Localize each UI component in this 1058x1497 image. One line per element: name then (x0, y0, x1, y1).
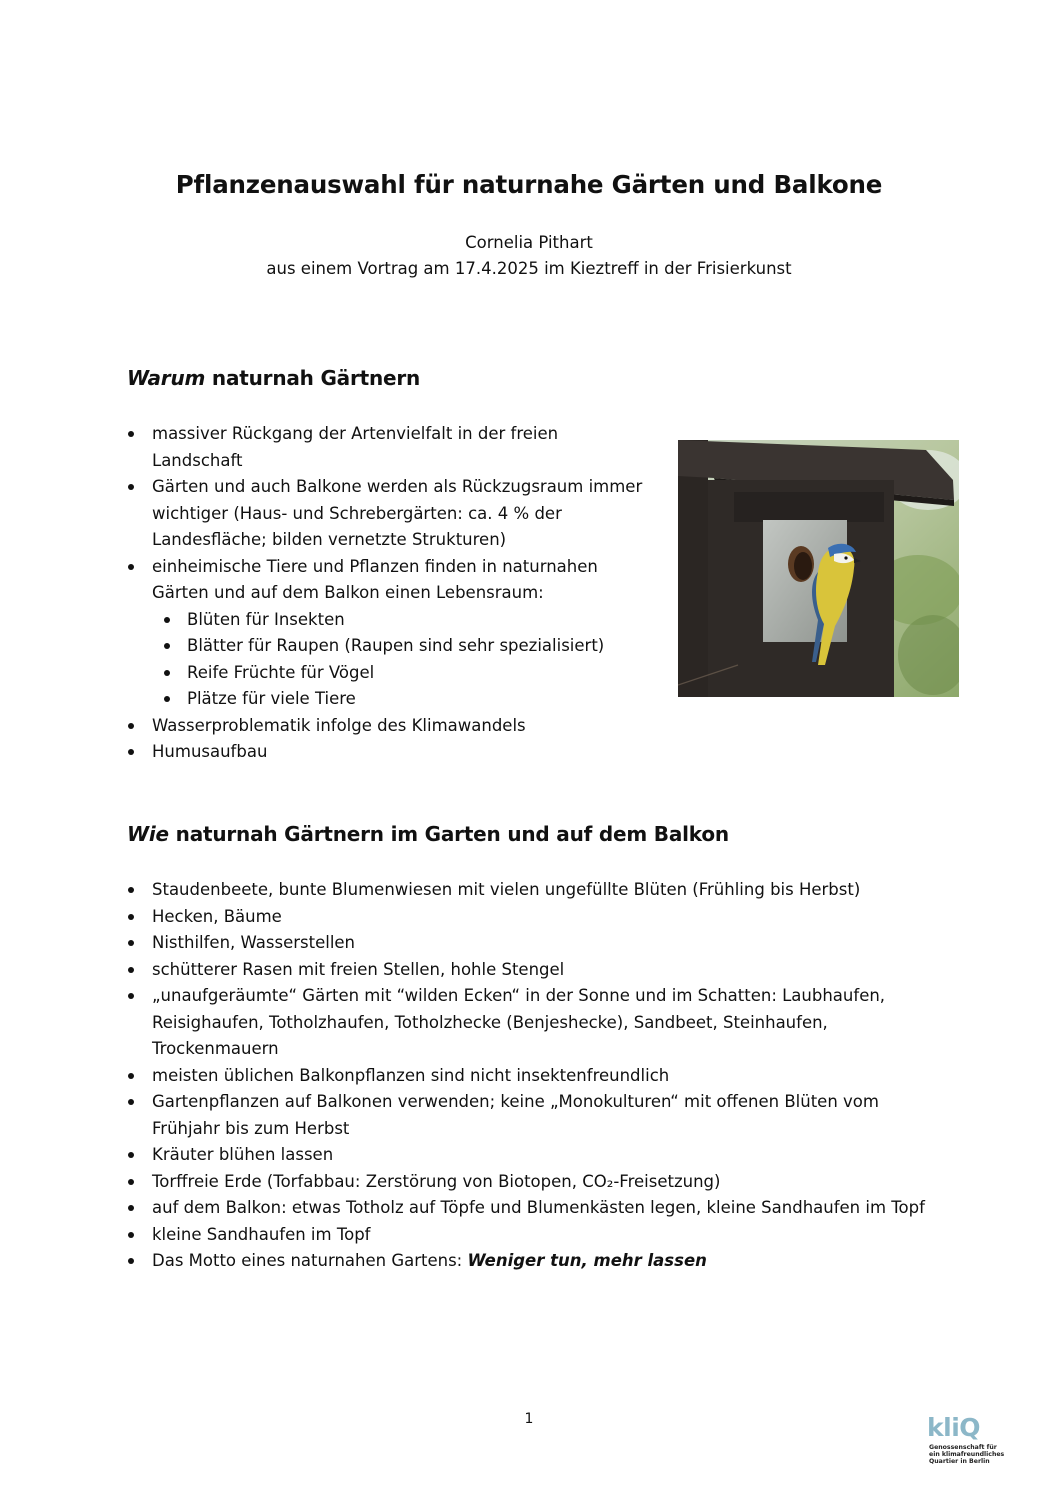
occasion-line: aus einem Vortrag am 17.4.2025 im Kieztreff in der Frisierkunst (266, 259, 792, 278)
wie-list (127, 877, 947, 1275)
heading-text: naturnah Gärtnern (205, 366, 421, 390)
sublist-item: Plätze für viele Tiere (152, 686, 647, 713)
motto: Weniger tun, mehr lassen (467, 1251, 707, 1270)
page-title: Pflanzenauswahl für naturnahe Gärten und Balkone (175, 170, 883, 199)
list-item: Kräuter blühen lassen (127, 1142, 947, 1169)
list-item: Gärten und auch Balkone werden als Rückzugsraum immer wichtiger (Haus- und Schrebergärten: ca. 4 % der Landesfläche; bilden vernetzte Strukturen) (127, 474, 647, 554)
logo-line: ein klimafreundliches (929, 1451, 1005, 1458)
heading-emphasis: Warum (127, 366, 206, 390)
list-item: Gartenpflanzen auf Balkonen verwenden; keine „Monokulturen“ mit offenen Blüten vom Frühjahr bis zum Herbst (127, 1089, 947, 1142)
list-item: Nisthilfen, Wasserstellen (127, 930, 947, 957)
page-number: 1 (524, 1411, 534, 1427)
list-item: massiver Rückgang der Artenvielfalt in der freien Landschaft (127, 421, 647, 474)
section-heading-warum (127, 366, 420, 390)
list-item: Staudenbeete, bunte Blumenwiesen mit vielen ungefüllte Blüten (Frühling bis Herbst) (127, 877, 947, 904)
heading-text: naturnah Gärtnern im Garten und auf dem Balkon (168, 822, 729, 846)
motto-prefix: Das Motto eines naturnahen Gartens: (152, 1251, 468, 1270)
list-item: „unaufgeräumte“ Gärten mit “wilden Ecken“ in der Sonne und im Schatten: Laubhaufen, Reisighaufen, Totholzhaufen, Totholzhecke (Benjeshecke), Sandbeet, Steinhaufen, Trockenmauern (127, 983, 947, 1063)
sublist-item: Blüten für Insekten (152, 607, 647, 634)
list-item: auf dem Balkon: etwas Totholz auf Töpfe und Blumenkästen legen, kleine Sandhaufen im Topf (127, 1195, 947, 1222)
list-item: Torffreie Erde (Torfabbau: Zerstörung von Biotopen, CO₂-Freisetzung) (127, 1169, 947, 1196)
list-item-text: einheimische Tiere und Pflanzen finden in naturnahen Gärten und auf dem Balkon einen Lebensraum: (152, 556, 598, 602)
list-item: kleine Sandhaufen im Topf (127, 1222, 947, 1249)
logo-wordmark: kliQ (927, 1413, 981, 1442)
birdhouse-photo (678, 440, 959, 697)
list-item: Humusaufbau (127, 739, 647, 766)
logo-line: Genossenschaft für (929, 1444, 997, 1451)
kliq-logo (927, 1414, 1017, 1474)
sublist-item: Reife Früchte für Vögel (152, 660, 647, 687)
heading-emphasis: Wie (127, 822, 169, 846)
motto-item (127, 1248, 947, 1275)
author: Cornelia Pithart (465, 233, 593, 252)
list-item-with-sublist (127, 554, 647, 713)
warum-list (127, 421, 647, 766)
logo-line: Quartier in Berlin (929, 1458, 990, 1465)
list-item: Hecken, Bäume (127, 904, 947, 931)
list-item: Wasserproblematik infolge des Klimawandels (127, 713, 647, 740)
list-item: schütterer Rasen mit freien Stellen, hohle Stengel (127, 957, 947, 984)
section-heading-wie (127, 822, 729, 846)
logo-tagline (929, 1444, 1019, 1465)
habitat-sublist (152, 607, 647, 713)
sublist-item: Blätter für Raupen (Raupen sind sehr spezialisiert) (152, 633, 647, 660)
list-item: meisten üblichen Balkonpflanzen sind nicht insektenfreundlich (127, 1063, 947, 1090)
